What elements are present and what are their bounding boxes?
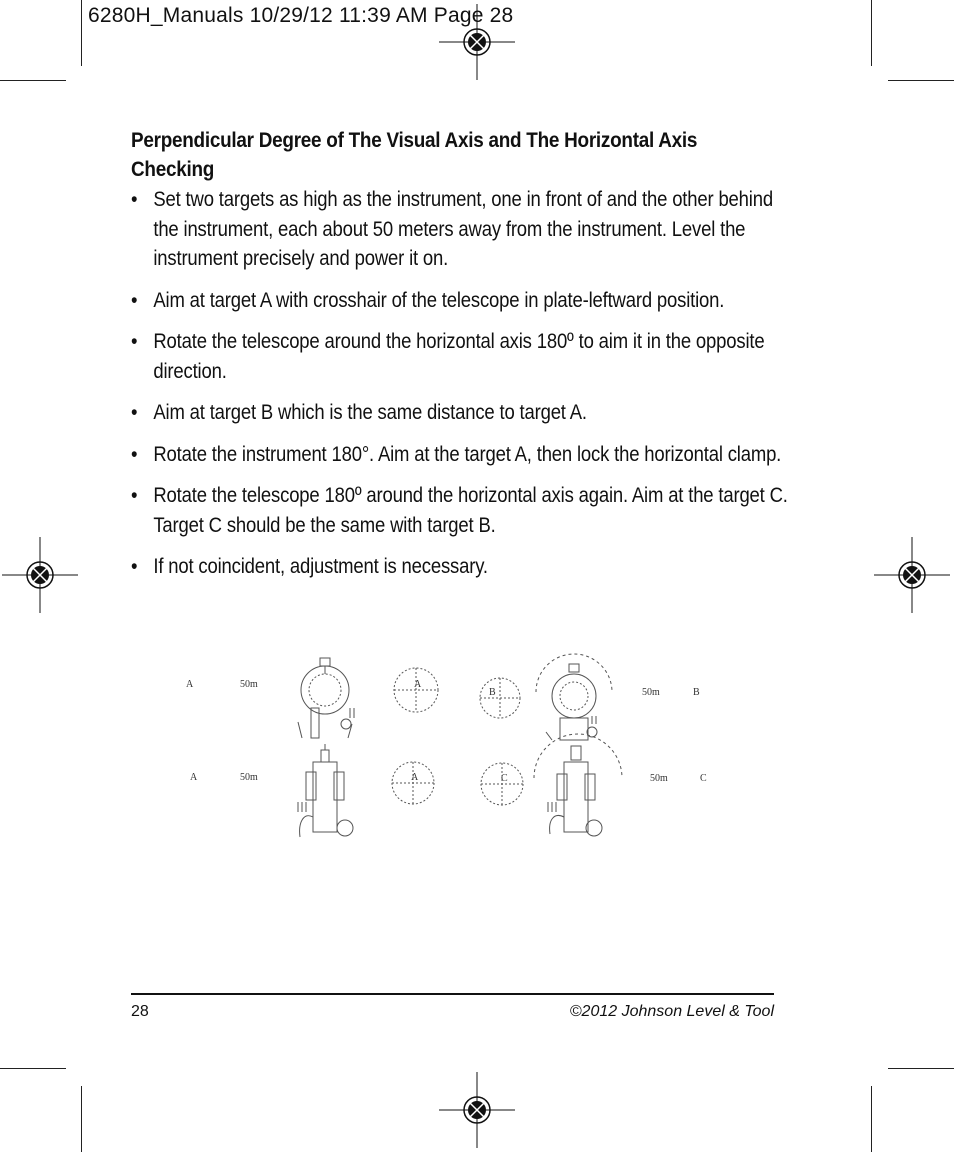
- reticle-bottom-right-icon: [481, 763, 523, 805]
- page-number: 28: [131, 1003, 149, 1020]
- bullet-icon: •: [131, 329, 138, 353]
- crop-mark-bottom-right-v: [871, 1086, 872, 1152]
- bullet-text: Aim at target B which is the same distance to target A.: [153, 400, 587, 424]
- instrument-top-right-icon: [536, 654, 612, 740]
- crop-mark-top-right-h: [888, 80, 954, 81]
- manual-content: [131, 126, 788, 594]
- crop-mark-bottom-left-h: [0, 1068, 66, 1069]
- reticle-bottom-left-icon: [392, 762, 434, 804]
- bullet-5: [131, 440, 790, 470]
- bullet-7: [131, 552, 790, 582]
- copyright: ©2012 Johnson Level & Tool: [569, 1003, 774, 1020]
- crop-mark-bottom-left-v: [81, 1086, 82, 1152]
- label-top-right-reticle: B: [489, 687, 496, 698]
- print-slug: 6280H_Manuals 10/29/12 11:39 AM Page 28: [88, 4, 514, 27]
- bullet-text: If not coincident, adjustment is necessary.: [153, 554, 488, 578]
- instrument-bottom-right-icon: [534, 734, 622, 836]
- bullet-icon: •: [131, 187, 138, 211]
- registration-mark-left-icon: [0, 535, 80, 615]
- collimation-check-diagram: [180, 652, 720, 842]
- label-top-left-distance: 50m: [240, 679, 258, 690]
- reticle-top-left-icon: [394, 668, 438, 712]
- label-bottom-left-reticle: A: [411, 772, 419, 783]
- reticle-top-right-icon: [480, 678, 520, 718]
- section-heading: Perpendicular Degree of The Visual Axis and The Horizontal Axis Checking: [131, 128, 698, 181]
- instrument-bottom-left-icon: [298, 744, 353, 837]
- bullet-6: [131, 481, 790, 540]
- footer-rule: [131, 993, 774, 995]
- crop-mark-top-right-v: [871, 0, 872, 66]
- crop-mark-top-left-v: [81, 0, 82, 66]
- bullet-text: Rotate the instrument 180°. Aim at the target A, then lock the horizontal clamp.: [153, 441, 782, 466]
- bullet-icon: •: [131, 400, 138, 424]
- label-top-right-distance: 50m: [642, 687, 660, 698]
- bullet-3: [131, 327, 790, 386]
- registration-mark-top-icon: [437, 2, 517, 82]
- label-bottom-right-reticle: C: [501, 773, 508, 784]
- bullet-text: Rotate the telescope around the horizontal axis 180º to aim it in the opposite direction.: [153, 329, 765, 383]
- label-bottom-right-target: C: [700, 773, 707, 784]
- bullet-1: [131, 185, 790, 274]
- bullet-2: [131, 286, 790, 316]
- bullet-icon: •: [131, 441, 138, 466]
- crop-mark-bottom-right-h: [888, 1068, 954, 1069]
- label-top-right-target: B: [693, 687, 700, 698]
- bullet-icon: •: [131, 483, 138, 507]
- bullet-text: Rotate the telescope 180º around the horizontal axis again. Aim at the target C. Target C should be the same with target B.: [153, 483, 788, 537]
- label-bottom-left-distance: 50m: [240, 772, 258, 783]
- label-top-left-reticle: A: [414, 679, 422, 690]
- crop-mark-top-left-h: [0, 80, 66, 81]
- bullet-text: Aim at target A with crosshair of the telescope in plate-leftward position.: [153, 287, 725, 312]
- label-bottom-right-distance: 50m: [650, 773, 668, 784]
- bullet-text: Set two targets as high as the instrument, one in front of and the other behind the instrument, each about 50 meters away from the instrument. Level the instrument precisely and power it on.: [153, 187, 773, 270]
- bullet-icon: •: [131, 554, 138, 578]
- bullet-4: [131, 398, 790, 428]
- instrument-top-left-icon: [298, 658, 354, 738]
- label-top-left-target: A: [186, 679, 194, 690]
- registration-mark-right-icon: [872, 535, 952, 615]
- registration-mark-bottom-icon: [437, 1070, 517, 1150]
- label-bottom-left-target: A: [190, 772, 198, 783]
- bullet-icon: •: [131, 287, 138, 312]
